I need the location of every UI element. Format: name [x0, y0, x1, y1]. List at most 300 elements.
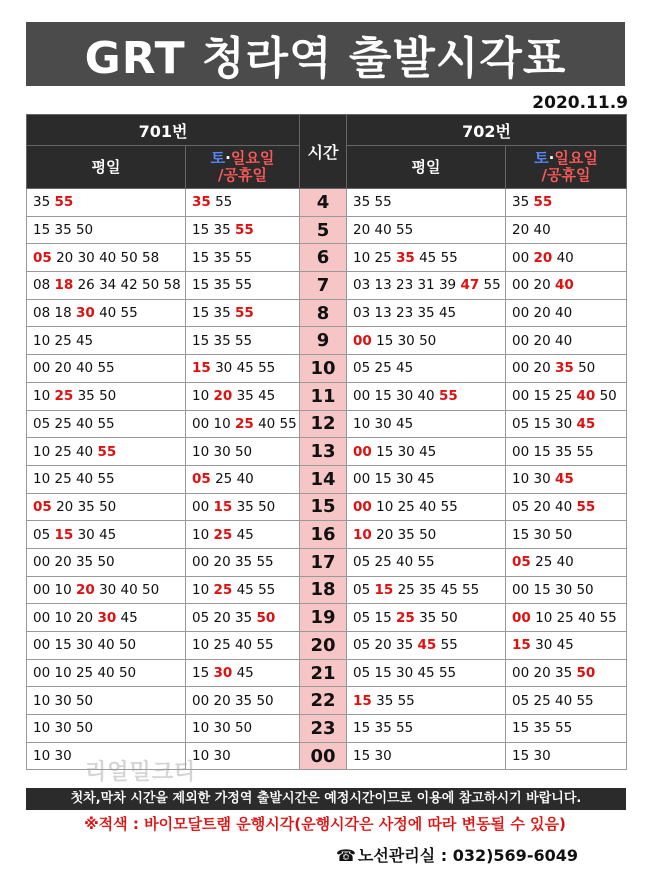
minute: 15 [512, 526, 530, 543]
minute: 15 [353, 720, 371, 737]
minute: 15 [376, 443, 394, 460]
minute: 30 [75, 637, 94, 654]
minute: 20 [54, 360, 72, 377]
minute: 45 [419, 443, 437, 460]
minute: 55 [599, 609, 617, 626]
minute: 05 [353, 609, 371, 626]
minutes-cell [186, 438, 300, 466]
minute: 05 [353, 581, 371, 598]
minutes-cell [506, 216, 627, 244]
minute: 25 [397, 498, 415, 515]
minutes-cell [186, 521, 300, 549]
minutes-cell [186, 244, 300, 272]
minute: 18 [54, 305, 72, 322]
red-color-note: ※적색 : 바이모달트램 운행시각(운행시각은 사정에 따라 변동될 수 있음) [84, 815, 566, 833]
minute: 15 [192, 332, 210, 349]
minutes-cell [27, 382, 186, 410]
minute: 26 [77, 277, 95, 294]
table-row [27, 216, 627, 244]
minute: 15 [192, 222, 210, 239]
bimodal-tram-minute: 55 [97, 443, 117, 460]
minute: 08 [33, 305, 51, 322]
minute: 35 [213, 222, 231, 239]
minute: 30 [535, 637, 553, 654]
minute: 35 [77, 388, 95, 405]
minute: 25 [554, 388, 573, 405]
minutes-cell [506, 410, 627, 438]
minute: 40 [374, 222, 392, 239]
table-row [27, 604, 627, 632]
minute: 10 [376, 498, 394, 515]
minutes-cell [506, 189, 627, 217]
minute: 58 [163, 277, 181, 294]
minute: 10 [192, 748, 210, 765]
bimodal-tram-minute: 50 [256, 609, 276, 626]
table-row [27, 272, 627, 300]
minutes-cell [506, 465, 627, 493]
bimodal-tram-minute: 15 [192, 360, 211, 377]
bimodal-tram-minute: 30 [75, 305, 95, 322]
minute: 50 [118, 637, 137, 654]
minute: 20 [512, 222, 530, 239]
hour-cell: 12 [300, 410, 347, 438]
minute: 10 [33, 748, 51, 765]
table-row [27, 715, 627, 743]
minute: 40 [419, 498, 437, 515]
minute: 10 [192, 581, 210, 598]
sunday-label: 일요일 [554, 149, 598, 167]
minute: 20 [533, 305, 551, 322]
minutes-cell [347, 465, 506, 493]
phone-icon: ☎ [335, 846, 356, 865]
minute: 00 [512, 443, 530, 460]
minutes-cell [27, 216, 186, 244]
minute: 45 [258, 388, 276, 405]
minutes-cell [27, 632, 186, 660]
minute: 35 [33, 194, 51, 211]
minutes-cell [27, 189, 186, 217]
minute: 15 [512, 748, 530, 765]
minute: 35 [533, 720, 551, 737]
minute: 55 [440, 498, 458, 515]
minutes-cell [347, 521, 506, 549]
minute: 55 [256, 637, 274, 654]
bimodal-tram-minute: 47 [460, 277, 480, 294]
hour-cell: 21 [300, 659, 347, 687]
minute: 20 [533, 498, 551, 515]
minute: 40 [554, 692, 573, 709]
minutes-cell [506, 548, 627, 576]
minute: 35 [236, 388, 254, 405]
schedule-note: 첫차,막차 시간을 제외한 가정역 출발시간은 예정시간이므로 이용에 참고하시기 바랍니다. [26, 788, 626, 810]
minute: 20 [213, 554, 231, 571]
minute: 00 [192, 692, 210, 709]
minute: 20 [533, 277, 551, 294]
minute: 55 [438, 665, 457, 682]
minute: 25 [54, 471, 72, 488]
minutes-cell [27, 465, 186, 493]
bimodal-tram-minute: 25 [54, 388, 74, 405]
minutes-cell [347, 493, 506, 521]
minutes-cell [347, 189, 506, 217]
minute: 45 [236, 526, 254, 543]
minutes-cell [506, 604, 627, 632]
weekday-header-701: 평일 [27, 146, 186, 189]
minute: 55 [120, 305, 138, 322]
minute: 35 [213, 305, 231, 322]
minute: 40 [554, 332, 573, 349]
minute: 15 [533, 581, 551, 598]
minutes-cell [506, 687, 627, 715]
minute: 55 [440, 249, 458, 266]
route-701-header: 701번 [27, 115, 300, 146]
minute: 25 [213, 637, 231, 654]
minutes-cell [506, 272, 627, 300]
minute: 15 [192, 277, 210, 294]
minutes-cell [27, 576, 186, 604]
minutes-cell [27, 410, 186, 438]
bimodal-tram-minute: 35 [192, 194, 211, 211]
weekday-header-702: 평일 [347, 146, 506, 189]
minute: 23 [395, 305, 414, 322]
minutes-cell [186, 410, 300, 438]
minute: 03 [353, 277, 371, 294]
hour-cell: 23 [300, 715, 347, 743]
minute: 20 [75, 609, 94, 626]
minutes-cell [347, 216, 506, 244]
bimodal-tram-minute: 40 [576, 388, 596, 405]
table-row [27, 687, 627, 715]
minutes-cell [27, 272, 186, 300]
bimodal-tram-minute: 05 [192, 471, 211, 488]
bimodal-tram-minute: 30 [213, 665, 233, 682]
minute: 40 [554, 305, 573, 322]
minute: 13 [374, 277, 392, 294]
minutes-cell [506, 521, 627, 549]
bimodal-tram-minute: 15 [54, 526, 74, 543]
minute: 10 [54, 609, 72, 626]
minute: 55 [576, 443, 594, 460]
minute: 10 [54, 581, 72, 598]
minutes-cell [347, 410, 506, 438]
minute: 45 [236, 360, 254, 377]
minute: 35 [353, 194, 371, 211]
bimodal-tram-minute: 20 [213, 388, 233, 405]
minute: 20 [56, 498, 74, 515]
minute: 10 [33, 332, 51, 349]
bimodal-tram-minute: 05 [33, 498, 52, 515]
minute: 40 [236, 471, 254, 488]
minute: 35 [395, 637, 414, 654]
minute: 35 [213, 249, 231, 266]
minute: 40 [417, 388, 435, 405]
minute: 00 [512, 388, 530, 405]
minute: 20 [533, 665, 551, 682]
minute: 10 [192, 637, 210, 654]
minute: 30 [397, 443, 415, 460]
minute: 50 [75, 222, 94, 239]
minute: 10 [33, 720, 51, 737]
minute: 50 [419, 332, 437, 349]
minute: 55 [97, 471, 115, 488]
minute: 10 [33, 388, 51, 405]
minute: 13 [374, 305, 392, 322]
minutes-cell [506, 438, 627, 466]
phone-label: 노선관리실 : 032)569-6049 [357, 846, 578, 865]
table-row [27, 438, 627, 466]
minute: 35 [54, 222, 72, 239]
minute: 50 [75, 692, 94, 709]
minute: 15 [374, 471, 392, 488]
minute: 45 [556, 637, 574, 654]
minute: 30 [374, 415, 392, 432]
hour-cell: 6 [300, 244, 347, 272]
minute: 50 [99, 388, 117, 405]
minute: 25 [374, 249, 392, 266]
minute: 10 [192, 720, 210, 737]
minute: 35 [234, 692, 253, 709]
minute: 00 [192, 554, 210, 571]
bimodal-tram-minute: 20 [533, 249, 553, 266]
minute: 55 [234, 332, 253, 349]
minute: 10 [33, 471, 51, 488]
hour-cell: 18 [300, 576, 347, 604]
minutes-cell [27, 521, 186, 549]
minute: 15 [33, 222, 51, 239]
minute: 40 [75, 443, 94, 460]
table-row [27, 465, 627, 493]
minute: 08 [33, 277, 51, 294]
minute: 30 [395, 665, 414, 682]
hour-cell: 10 [300, 355, 347, 383]
watermark: 리얼밀크티 [85, 760, 197, 785]
minute: 55 [97, 360, 115, 377]
minute: 30 [533, 748, 551, 765]
minutes-cell [186, 189, 300, 217]
bimodal-tram-minute: 40 [554, 277, 574, 294]
minute: 20 [213, 692, 231, 709]
minute: 05 [512, 692, 530, 709]
minutes-cell [506, 659, 627, 687]
minute: 55 [554, 720, 573, 737]
minute: 30 [554, 581, 573, 598]
minute: 55 [395, 222, 414, 239]
minute: 50 [599, 388, 617, 405]
minute: 15 [374, 665, 392, 682]
route-702-header: 702번 [347, 115, 627, 146]
bimodal-tram-minute: 00 [353, 443, 372, 460]
minute: 10 [512, 471, 530, 488]
minute: 58 [142, 249, 160, 266]
minute: 20 [374, 637, 392, 654]
minute: 45 [440, 581, 458, 598]
bimodal-tram-minute: 50 [576, 665, 596, 682]
minute: 45 [120, 609, 138, 626]
minute: 40 [533, 222, 551, 239]
sunday-label: 일요일 [230, 149, 275, 167]
minute: 30 [395, 388, 414, 405]
minutes-cell [347, 742, 506, 770]
minute: 15 [374, 388, 392, 405]
minute: 30 [395, 471, 414, 488]
bimodal-tram-minute: 20 [75, 581, 95, 598]
table-row [27, 355, 627, 383]
minute: 15 [533, 388, 551, 405]
minute: 55 [258, 581, 276, 598]
bimodal-tram-minute: 15 [374, 581, 394, 598]
minute: 30 [533, 526, 551, 543]
minute: 40 [97, 665, 115, 682]
minute: 05 [353, 637, 371, 654]
minute: 00 [353, 388, 371, 405]
minutes-cell [27, 604, 186, 632]
minute: 10 [33, 443, 51, 460]
minutes-cell [186, 493, 300, 521]
minute: 31 [417, 277, 435, 294]
table-row [27, 576, 627, 604]
minute: 15 [376, 332, 394, 349]
minute: 50 [554, 526, 573, 543]
minute: 15 [192, 665, 210, 682]
bimodal-tram-minute: 05 [512, 554, 531, 571]
minute: 30 [54, 692, 72, 709]
minute: 00 [33, 665, 51, 682]
minutes-cell [186, 299, 300, 327]
minutes-cell [347, 272, 506, 300]
hour-cell: 16 [300, 521, 347, 549]
saturday-label: 토 [210, 149, 226, 167]
minute: 40 [99, 305, 117, 322]
minutes-cell [347, 715, 506, 743]
minute: 00 [512, 332, 530, 349]
minute: 00 [33, 637, 51, 654]
minute: 50 [118, 665, 137, 682]
hour-cell: 11 [300, 382, 347, 410]
minute: 30 [77, 526, 95, 543]
minutes-cell [27, 438, 186, 466]
minute: 05 [512, 498, 530, 515]
minute: 35 [213, 277, 231, 294]
minute: 15 [192, 305, 210, 322]
minute: 40 [556, 249, 574, 266]
hour-cell: 17 [300, 548, 347, 576]
minute: 55 [97, 415, 115, 432]
minute: 15 [353, 748, 371, 765]
minute: 25 [397, 581, 415, 598]
minute: 00 [192, 415, 210, 432]
minutes-cell [27, 659, 186, 687]
time-header: 시간 [300, 115, 347, 189]
minute: 45 [419, 249, 437, 266]
minute: 35 [213, 332, 231, 349]
bimodal-tram-minute: 55 [234, 222, 254, 239]
hour-cell: 4 [300, 189, 347, 217]
minute: 50 [75, 720, 94, 737]
hour-cell: 22 [300, 687, 347, 715]
hour-cell: 15 [300, 493, 347, 521]
minute: 40 [99, 249, 117, 266]
minute: 35 [234, 554, 253, 571]
minute: 05 [353, 554, 371, 571]
minute: 55 [397, 692, 415, 709]
minutes-cell [347, 299, 506, 327]
contact-line [336, 843, 578, 866]
minute: 35 [554, 443, 573, 460]
minute: 45 [417, 471, 435, 488]
minute: 55 [483, 277, 501, 294]
minutes-cell [186, 382, 300, 410]
minute: 00 [512, 249, 530, 266]
hour-cell: 5 [300, 216, 347, 244]
minute: 10 [192, 443, 210, 460]
bimodal-tram-minute: 55 [533, 194, 553, 211]
minute: 45 [75, 332, 94, 349]
minute: 15 [533, 443, 551, 460]
minute: 55 [576, 692, 594, 709]
minute: 00 [33, 360, 51, 377]
bimodal-tram-minute: 55 [576, 498, 596, 515]
minutes-cell [506, 576, 627, 604]
minute: 35 [234, 609, 253, 626]
minutes-cell [506, 715, 627, 743]
minute: 55 [440, 637, 458, 654]
minute: 50 [578, 360, 596, 377]
minute: 25 [215, 471, 233, 488]
minute: 50 [142, 277, 160, 294]
minute: 15 [533, 415, 551, 432]
minute: 25 [556, 609, 574, 626]
minute: 25 [374, 360, 392, 377]
minute: 35 [554, 665, 573, 682]
minute: 40 [234, 637, 253, 654]
hour-cell: 7 [300, 272, 347, 300]
bimodal-tram-minute: 30 [97, 609, 117, 626]
minute: 50 [142, 581, 160, 598]
minute: 20 [213, 609, 231, 626]
minute: 25 [54, 443, 72, 460]
minutes-cell [27, 687, 186, 715]
minute: 05 [192, 609, 210, 626]
minute: 35 [512, 194, 530, 211]
minute: 10 [33, 692, 51, 709]
minutes-cell [347, 438, 506, 466]
minute: 00 [192, 498, 210, 515]
bimodal-tram-minute: 25 [213, 581, 233, 598]
minute: 40 [120, 581, 138, 598]
minute: 55 [215, 194, 233, 211]
table-row [27, 659, 627, 687]
minute: 15 [54, 637, 72, 654]
minute: 23 [395, 277, 414, 294]
bimodal-tram-minute: 15 [213, 498, 233, 515]
minute: 50 [258, 498, 276, 515]
table-row [27, 327, 627, 355]
minute: 00 [512, 665, 530, 682]
minutes-cell [186, 632, 300, 660]
minutes-cell [506, 299, 627, 327]
minute: 00 [33, 581, 51, 598]
minute: 55 [417, 554, 435, 571]
table-row [27, 410, 627, 438]
minute: 30 [554, 415, 573, 432]
bimodal-tram-minute: 00 [353, 332, 372, 349]
minute: 40 [554, 498, 573, 515]
minutes-cell [347, 548, 506, 576]
saturday-label: 토 [534, 149, 549, 167]
minute: 30 [215, 360, 233, 377]
minute: 20 [54, 554, 72, 571]
minute: 30 [397, 332, 415, 349]
